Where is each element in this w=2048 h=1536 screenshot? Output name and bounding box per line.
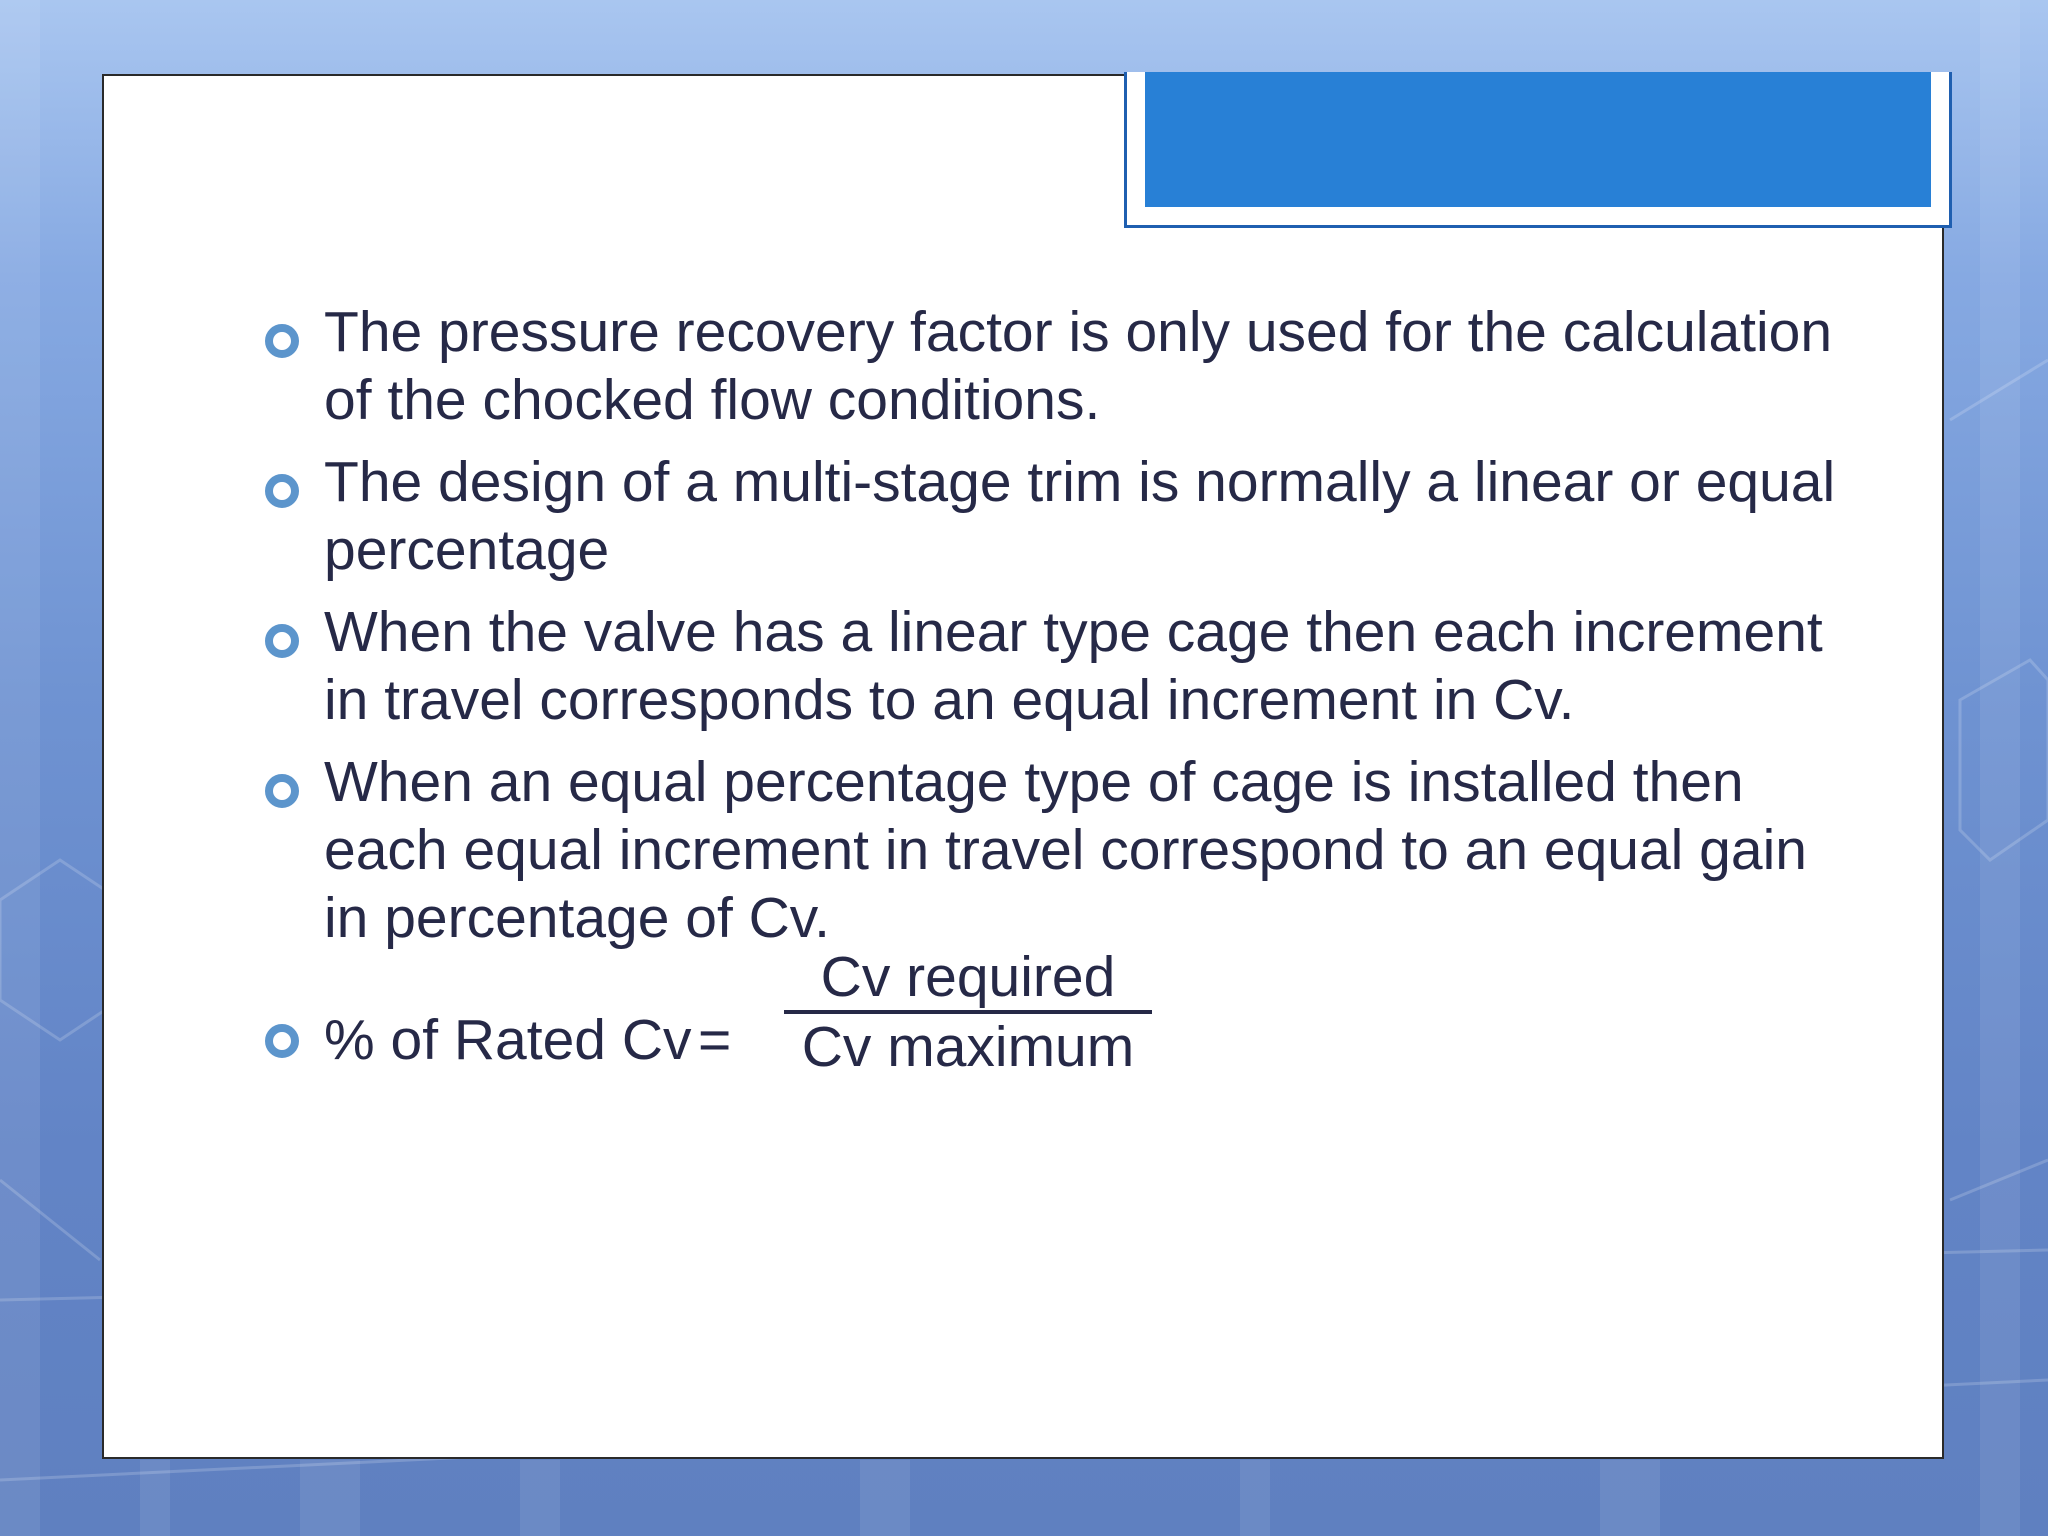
bullet-item	[256, 448, 1856, 584]
bullet-text: When the valve has a linear type cage then each increment in travel corresponds to an equal increment in Cv.	[324, 600, 1823, 732]
bullet-item	[256, 748, 1856, 952]
formula-fraction	[784, 944, 1152, 1080]
bullet-ring-icon	[265, 774, 299, 808]
formula-equals-sign: =	[698, 1008, 732, 1072]
bullet-item	[256, 298, 1856, 434]
formula-label: % of Rated Cv	[324, 1008, 692, 1072]
formula-numerator: Cv required	[820, 945, 1116, 1009]
bullet-ring-icon	[265, 1024, 299, 1058]
title-color-block	[1145, 72, 1931, 207]
slide-content-area	[102, 74, 1944, 1459]
bullet-list	[256, 298, 1856, 1106]
title-placeholder	[1124, 72, 1952, 228]
formula-denominator: Cv maximum	[801, 1015, 1135, 1079]
bullet-ring-icon	[265, 474, 299, 508]
bullet-text: The design of a multi-stage trim is normally a linear or equal percentage	[324, 450, 1836, 582]
formula-bullet	[256, 945, 1856, 1106]
bullet-item	[256, 598, 1856, 734]
bullet-ring-icon	[265, 624, 299, 658]
bullet-text: When an equal percentage type of cage is installed then each equal increment in travel correspond to an equal gain in percentage of Cv.	[324, 750, 1807, 950]
bullet-ring-icon	[265, 324, 299, 358]
bullet-text: The pressure recovery factor is only used for the calculation of the chocked flow conditions.	[324, 300, 1833, 432]
